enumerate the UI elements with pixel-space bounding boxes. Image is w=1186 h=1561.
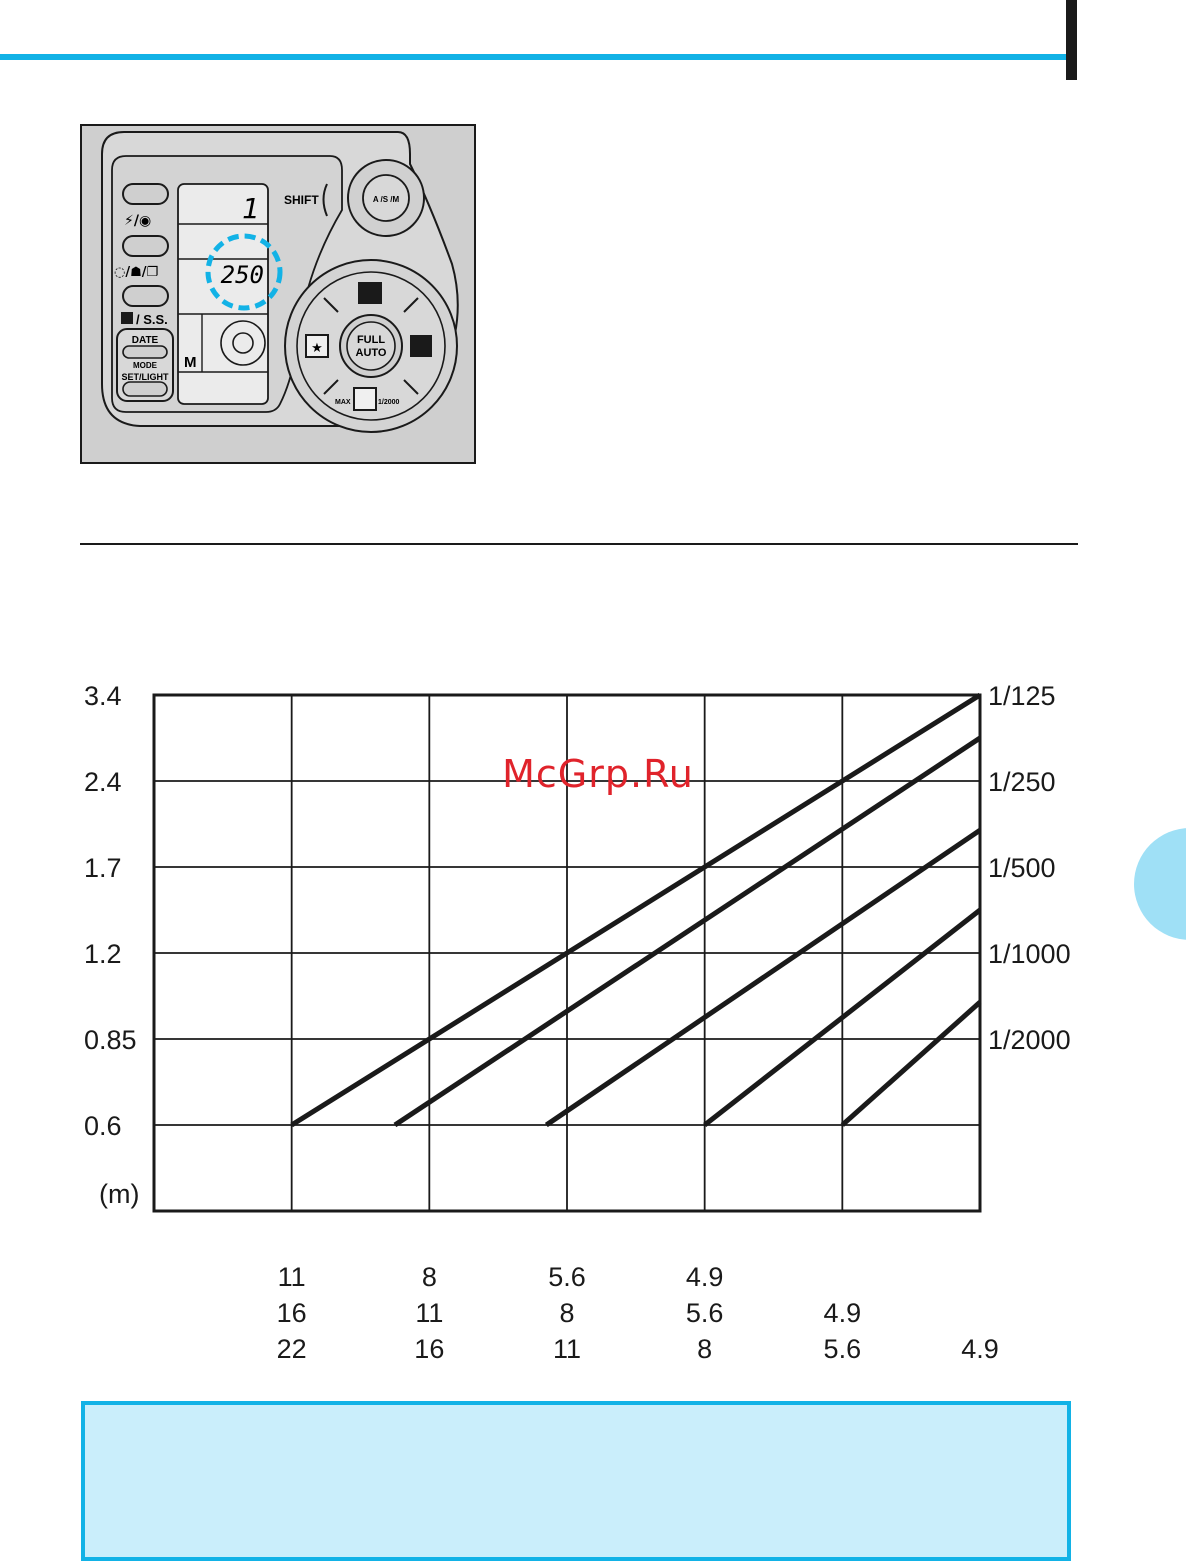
ss-label: / S.S.: [136, 312, 168, 327]
shutter-speed-label: 1/250: [988, 767, 1056, 797]
mode-label: MODE: [133, 361, 157, 370]
aperture-label: 22: [276, 1334, 307, 1364]
dial-2000-label: 1/2000: [378, 399, 400, 406]
y-tick-label: 1.7: [84, 853, 122, 883]
y-tick-label: 0.85: [84, 1025, 137, 1055]
y-tick-label: 0.6: [84, 1111, 122, 1141]
flash-redeye-icon: ⚡/◉: [124, 213, 152, 229]
lcd-mode-letter: M: [184, 354, 197, 371]
y-tick-label: 1.2: [84, 939, 122, 969]
aperture-label: 4.9: [685, 1262, 724, 1292]
y-tick-label: 2.4: [84, 767, 122, 797]
aperture-label: 11: [277, 1262, 306, 1292]
date-label: DATE: [131, 335, 159, 346]
shutter-speed-label: 1/500: [988, 853, 1056, 883]
aperture-label: 5.6: [823, 1334, 862, 1364]
note-box: [81, 1401, 1071, 1561]
auto-label: AUTO: [355, 347, 387, 359]
series-line: [842, 1002, 980, 1125]
y-unit-label: (m): [99, 1179, 140, 1209]
shutter-speed-label: 1/1000: [988, 939, 1071, 969]
aperture-label: 8: [421, 1262, 437, 1292]
shift-label: SHIFT: [284, 193, 319, 207]
aperture-label: 16: [414, 1334, 445, 1364]
aperture-label: 16: [276, 1298, 307, 1328]
aperture-label: 4.9: [961, 1334, 999, 1364]
aperture-label: 4.9: [823, 1298, 862, 1328]
dial-max-label: MAX: [335, 399, 351, 406]
aperture-label: 5.6: [548, 1262, 586, 1292]
aperture-label: 5.6: [685, 1298, 724, 1328]
aperture-label: 8: [559, 1298, 575, 1328]
y-tick-label: 3.4: [84, 681, 122, 711]
aperture-label: 11: [415, 1298, 444, 1328]
shutter-speed-label: 1/125: [988, 681, 1056, 711]
watermark: McGrp.Ru: [502, 752, 694, 796]
aperture-label: 8: [697, 1334, 713, 1364]
asm-dial-label: A /S /M: [372, 195, 400, 204]
frame-counter: 1: [242, 192, 260, 225]
series-line: [395, 738, 980, 1125]
shutter-speed-label: 1/2000: [988, 1025, 1071, 1055]
svg-text:★: ★: [311, 341, 323, 356]
shutter-speed-display: 250: [220, 261, 264, 289]
aperture-label: 11: [552, 1334, 582, 1364]
set-light-label: SET/LIGHT: [121, 372, 169, 382]
self-timer-icon: ◌/☗/❐: [114, 265, 159, 280]
full-label: FULL: [356, 334, 386, 346]
